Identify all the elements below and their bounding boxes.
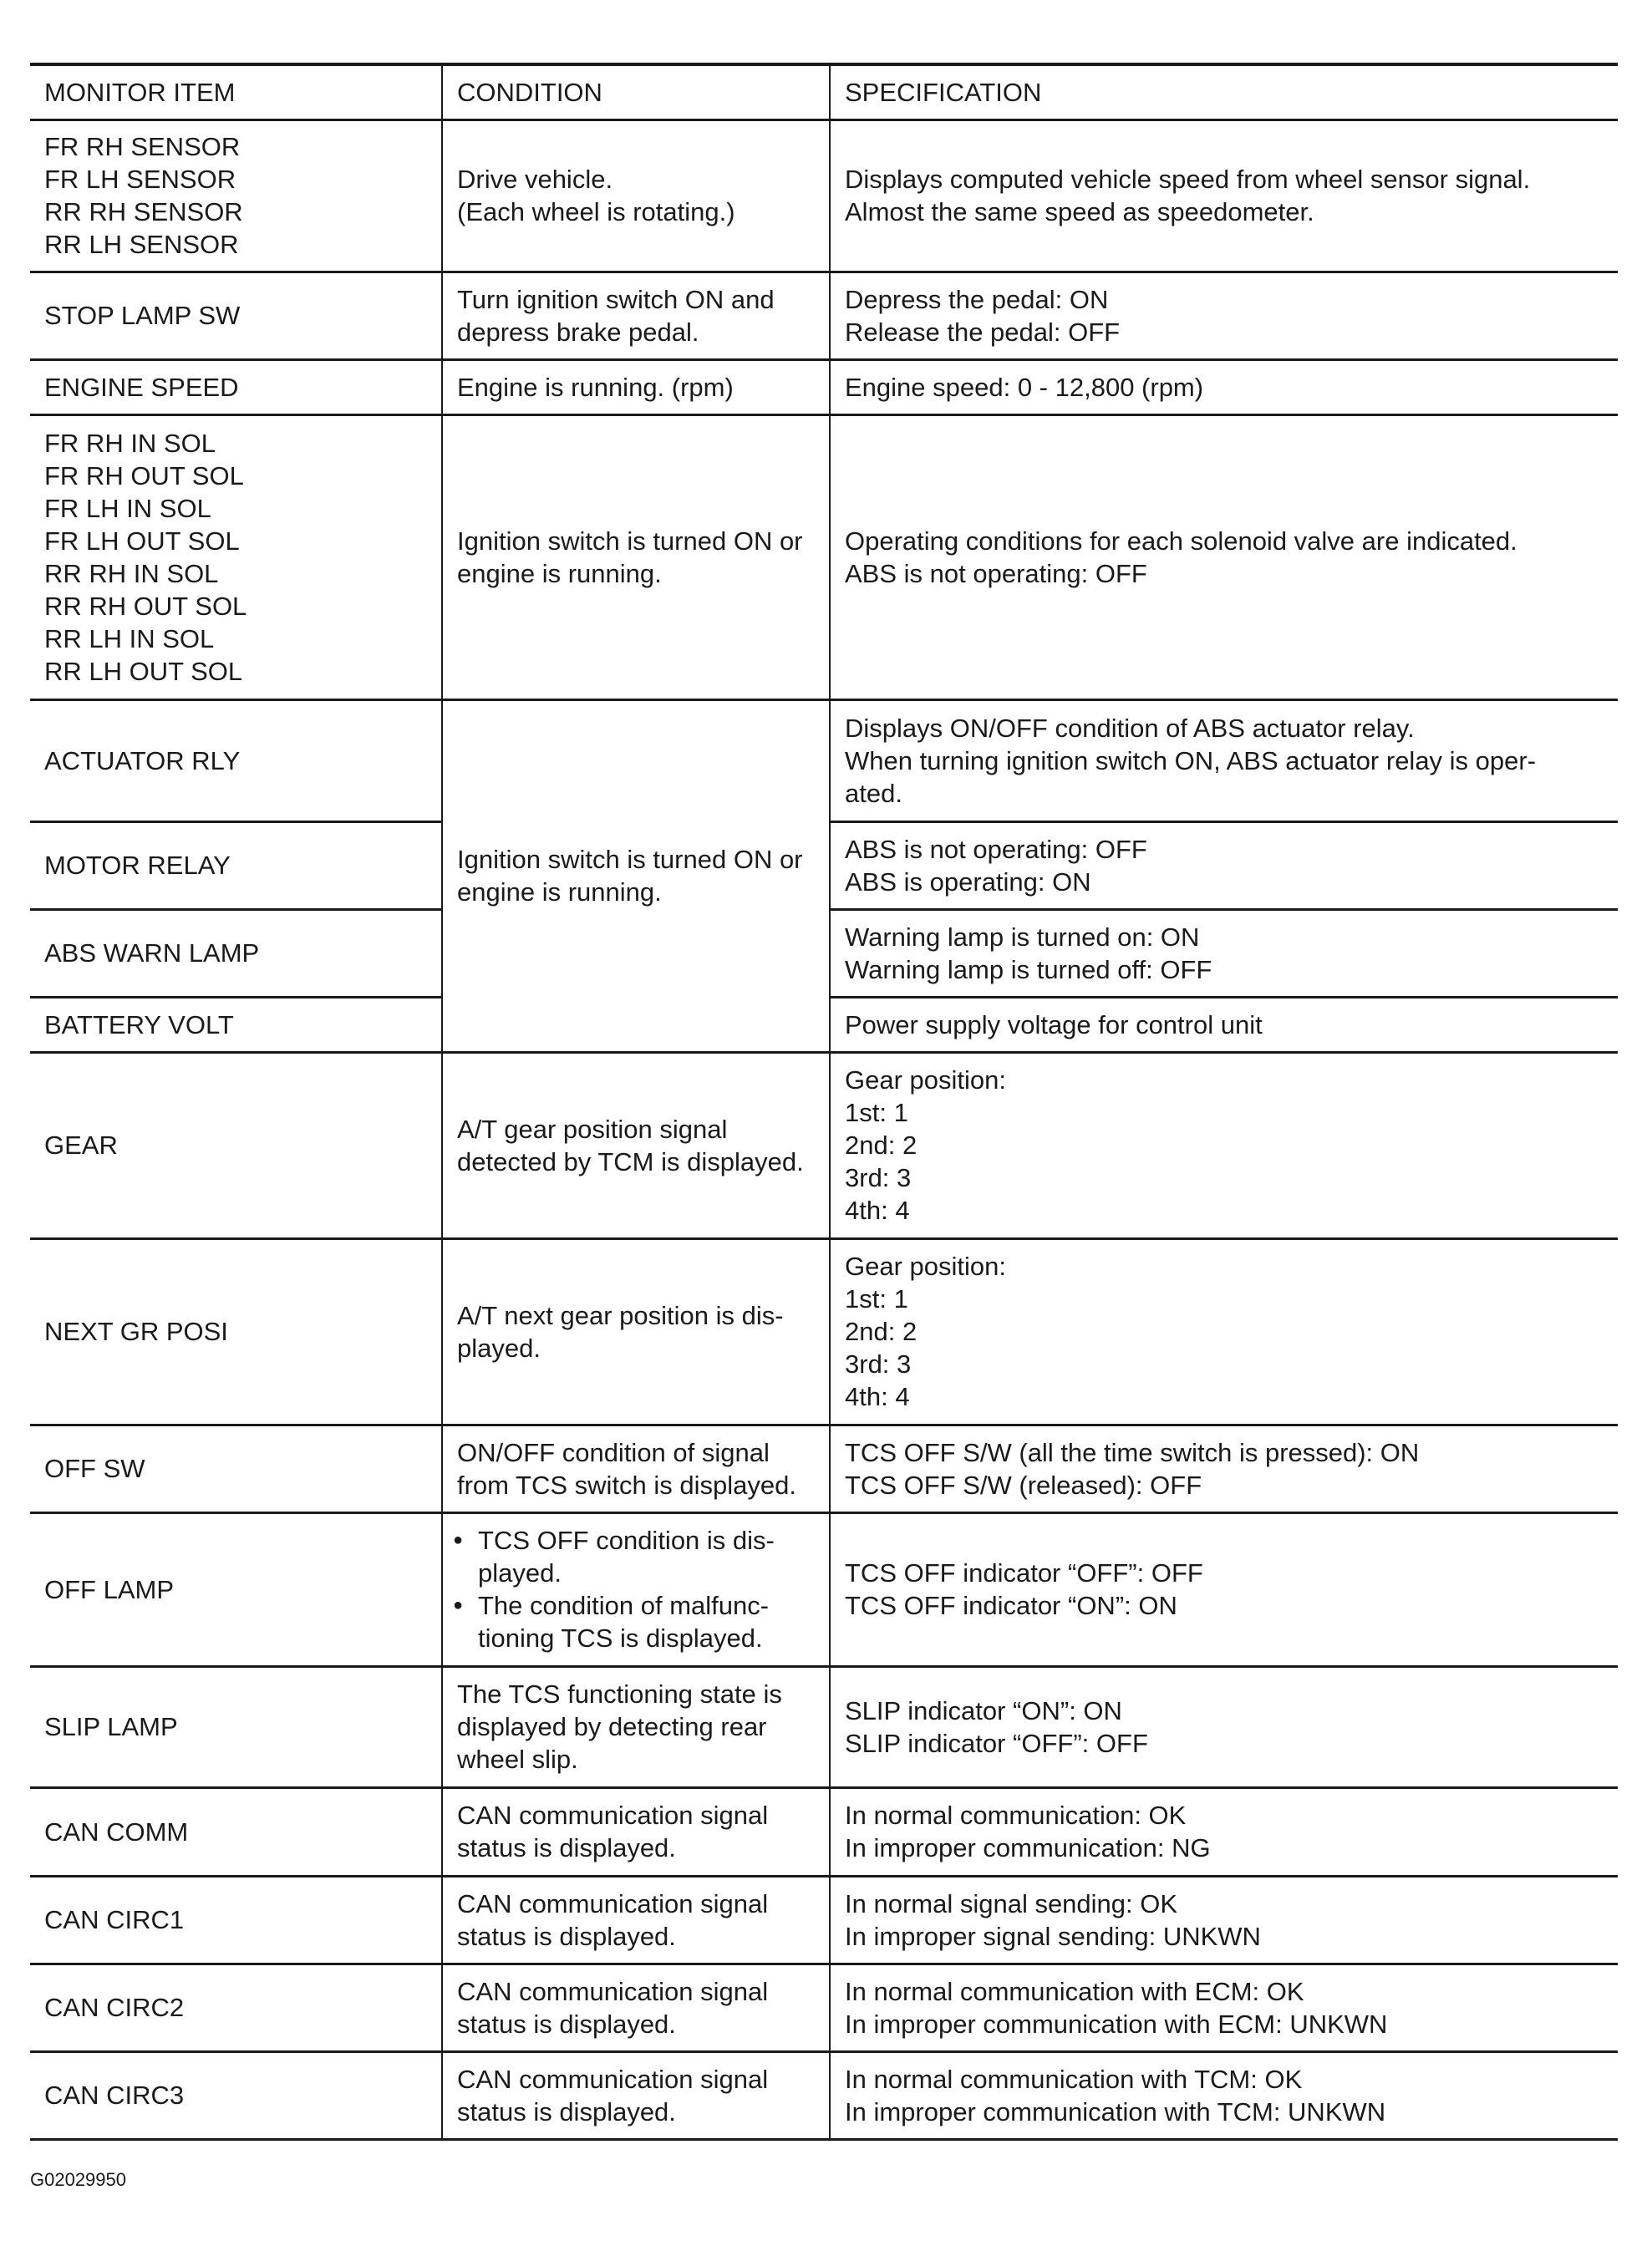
table-row bbox=[30, 1964, 1618, 2051]
condition-cell bbox=[442, 1052, 830, 1238]
specification-cell bbox=[830, 1876, 1618, 1964]
specification-cell bbox=[830, 119, 1618, 272]
condition-cell bbox=[442, 699, 830, 1052]
table-row bbox=[30, 1787, 1618, 1876]
spec-line: ABS is not operating: OFF bbox=[845, 558, 1147, 588]
monitor-item: MOTOR RELAY bbox=[30, 821, 442, 909]
monitor-item: BATTERY VOLT bbox=[30, 997, 442, 1052]
specification-cell bbox=[830, 2051, 1618, 2139]
spec-line: SLIP indicator “ON”: ON bbox=[845, 1695, 1122, 1725]
condition-line: A/T next gear position is dis- bbox=[457, 1300, 784, 1330]
table-row bbox=[30, 699, 1618, 821]
specification-cell: Engine speed: 0 - 12,800 (rpm) bbox=[830, 359, 1618, 414]
specification-cell: Power supply voltage for control unit bbox=[830, 997, 1618, 1052]
monitor-item: SLIP LAMP bbox=[30, 1666, 442, 1787]
condition-cell bbox=[442, 414, 830, 699]
condition-cell bbox=[442, 272, 830, 359]
spec-line: 3rd: 3 bbox=[845, 1349, 912, 1379]
header-monitor-item: MONITOR ITEM bbox=[30, 64, 442, 119]
spec-line: TCS OFF indicator “OFF”: OFF bbox=[845, 1558, 1203, 1588]
spec-line: Almost the same speed as speedometer. bbox=[845, 197, 1314, 226]
specification-cell bbox=[830, 1052, 1618, 1238]
spec-line: Displays computed vehicle speed from wheel sensor signal. bbox=[845, 165, 1531, 194]
spec-line: Release the pedal: OFF bbox=[845, 317, 1121, 347]
monitor-item-table bbox=[30, 63, 1618, 2141]
specification-cell bbox=[830, 1666, 1618, 1787]
condition-cell bbox=[442, 1876, 830, 1964]
condition-line: Ignition switch is turned ON or bbox=[457, 845, 803, 874]
spec-line: TCS OFF S/W (released): OFF bbox=[845, 1470, 1202, 1500]
table-header-row bbox=[30, 64, 1618, 119]
specification-cell bbox=[830, 414, 1618, 699]
spec-line: TCS OFF S/W (all the time switch is pressed): ON bbox=[845, 1437, 1420, 1467]
specification-cell bbox=[830, 272, 1618, 359]
spec-line: When turning ignition switch ON, ABS actuator relay is oper- bbox=[845, 745, 1537, 775]
spec-line: ated. bbox=[845, 778, 902, 808]
condition-line: A/T gear position signal bbox=[457, 1114, 728, 1144]
condition-cell bbox=[442, 1238, 830, 1425]
monitor-item: ACTUATOR RLY bbox=[30, 699, 442, 821]
spec-line: In improper communication with ECM: UNKWN bbox=[845, 2009, 1388, 2039]
monitor-item: GEAR bbox=[30, 1052, 442, 1238]
condition-line: CAN communication signal bbox=[457, 1976, 769, 2006]
specification-cell bbox=[830, 1238, 1618, 1425]
monitor-item: RR LH OUT SOL bbox=[44, 656, 243, 686]
spec-line: 3rd: 3 bbox=[845, 1163, 912, 1192]
bullet-item bbox=[451, 1589, 829, 1654]
condition-line: status is displayed. bbox=[457, 1833, 676, 1862]
table-row bbox=[30, 1666, 1618, 1787]
condition-cell bbox=[442, 1787, 830, 1876]
spec-line: 2nd: 2 bbox=[845, 1317, 917, 1346]
condition-line: (Each wheel is rotating.) bbox=[457, 197, 735, 226]
spec-line: Warning lamp is turned off: OFF bbox=[845, 954, 1212, 984]
table-row bbox=[30, 2051, 1618, 2139]
condition-line: ● The condition of malfunc- bbox=[478, 1591, 770, 1620]
spec-line: Depress the pedal: ON bbox=[845, 284, 1109, 314]
condition-line: engine is running. bbox=[457, 558, 662, 588]
monitor-item: FR LH OUT SOL bbox=[44, 526, 240, 556]
monitor-item: STOP LAMP SW bbox=[30, 272, 442, 359]
spec-line: In improper communication with TCM: UNKWN bbox=[845, 2096, 1386, 2127]
condition-line: status is displayed. bbox=[457, 1921, 676, 1951]
condition-cell bbox=[442, 1425, 830, 1512]
monitor-item: FR LH IN SOL bbox=[44, 493, 211, 523]
bullet-item bbox=[451, 1524, 829, 1589]
monitor-item: RR RH OUT SOL bbox=[44, 591, 247, 621]
monitor-item: RR LH SENSOR bbox=[44, 230, 239, 259]
table-row bbox=[30, 1052, 1618, 1238]
monitor-item-cell bbox=[30, 414, 442, 699]
condition-line: ● TCS OFF condition is dis- bbox=[478, 1526, 775, 1555]
spec-line: 4th: 4 bbox=[845, 1196, 910, 1225]
spec-line: ABS is operating: ON bbox=[845, 866, 1091, 897]
condition-line: from TCS switch is displayed. bbox=[457, 1470, 796, 1500]
table-row bbox=[30, 414, 1618, 699]
condition-line: engine is running. bbox=[457, 877, 662, 907]
figure-code: G02029950 bbox=[30, 2169, 126, 2190]
table-row bbox=[30, 1876, 1618, 1964]
header-condition: CONDITION bbox=[442, 64, 830, 119]
monitor-item: ENGINE SPEED bbox=[30, 359, 442, 414]
condition-cell bbox=[442, 1964, 830, 2051]
condition-cell bbox=[442, 2051, 830, 2139]
specification-cell bbox=[830, 909, 1618, 997]
spec-line: SLIP indicator “OFF”: OFF bbox=[845, 1728, 1148, 1758]
spec-line: In improper communication: NG bbox=[845, 1833, 1211, 1862]
spec-line: Warning lamp is turned on: ON bbox=[845, 922, 1200, 952]
spec-line: In normal communication with TCM: OK bbox=[845, 2064, 1303, 2094]
table-row bbox=[30, 359, 1618, 414]
monitor-item: RR LH IN SOL bbox=[44, 623, 215, 653]
table-row bbox=[30, 119, 1618, 272]
monitor-item: CAN CIRC2 bbox=[30, 1964, 442, 2051]
monitor-item: ABS WARN LAMP bbox=[30, 909, 442, 997]
table-row bbox=[30, 272, 1618, 359]
table-row bbox=[30, 1512, 1618, 1666]
specification-cell bbox=[830, 1425, 1618, 1512]
spec-line: ABS is not operating: OFF bbox=[845, 834, 1147, 864]
monitor-item: CAN CIRC1 bbox=[30, 1876, 442, 1964]
spec-line: TCS OFF indicator “ON”: ON bbox=[845, 1591, 1177, 1620]
spec-line: Operating conditions for each solenoid valve are indicated. bbox=[845, 526, 1517, 556]
specification-cell bbox=[830, 1964, 1618, 2051]
monitor-item: CAN COMM bbox=[30, 1787, 442, 1876]
monitor-item: FR RH IN SOL bbox=[44, 428, 216, 458]
condition-line: tioning TCS is displayed. bbox=[478, 1623, 763, 1653]
monitor-item: FR LH SENSOR bbox=[44, 165, 236, 194]
spec-line: Displays ON/OFF condition of ABS actuator relay. bbox=[845, 713, 1415, 743]
condition-line: CAN communication signal bbox=[457, 2064, 769, 2094]
condition-cell bbox=[442, 119, 830, 272]
monitor-item: RR RH IN SOL bbox=[44, 558, 219, 588]
monitor-item: FR RH SENSOR bbox=[44, 132, 241, 161]
condition-line: played. bbox=[457, 1333, 541, 1363]
condition-line: CAN communication signal bbox=[457, 1801, 769, 1830]
table-row bbox=[30, 1238, 1618, 1425]
condition-line: wheel slip. bbox=[457, 1745, 578, 1774]
condition-line: ON/OFF condition of signal bbox=[457, 1437, 770, 1467]
monitor-item: CAN CIRC3 bbox=[30, 2051, 442, 2139]
condition-line: detected by TCM is displayed. bbox=[457, 1146, 804, 1176]
monitor-item: OFF SW bbox=[30, 1425, 442, 1512]
condition-line: Drive vehicle. bbox=[457, 165, 613, 194]
spec-line: In improper signal sending: UNKWN bbox=[845, 1921, 1261, 1951]
spec-line: 2nd: 2 bbox=[845, 1131, 917, 1160]
condition-line: CAN communication signal bbox=[457, 1888, 769, 1918]
condition-line: Turn ignition switch ON and bbox=[457, 284, 775, 314]
table-row bbox=[30, 1425, 1618, 1512]
header-specification: SPECIFICATION bbox=[830, 64, 1618, 119]
spec-line: 1st: 1 bbox=[845, 1284, 908, 1314]
spec-line: 4th: 4 bbox=[845, 1382, 910, 1411]
condition-line: depress brake pedal. bbox=[457, 317, 699, 347]
monitor-item-cell bbox=[30, 119, 442, 272]
condition-cell: Engine is running. (rpm) bbox=[442, 359, 830, 414]
condition-cell bbox=[442, 1666, 830, 1787]
monitor-item: OFF LAMP bbox=[30, 1512, 442, 1666]
spec-line: 1st: 1 bbox=[845, 1098, 908, 1127]
spec-line: Gear position: bbox=[845, 1065, 1006, 1095]
condition-line: status is displayed. bbox=[457, 2096, 676, 2127]
spec-line: In normal signal sending: OK bbox=[845, 1888, 1178, 1918]
spec-line: Gear position: bbox=[845, 1252, 1006, 1281]
spec-line: In normal communication: OK bbox=[845, 1801, 1187, 1830]
monitor-item: FR RH OUT SOL bbox=[44, 460, 244, 490]
condition-line: Ignition switch is turned ON or bbox=[457, 526, 803, 556]
condition-line: played. bbox=[478, 1558, 562, 1588]
condition-cell bbox=[442, 1512, 830, 1666]
specification-cell bbox=[830, 699, 1618, 821]
specification-cell bbox=[830, 821, 1618, 909]
specification-cell bbox=[830, 1787, 1618, 1876]
condition-line: displayed by detecting rear bbox=[457, 1712, 767, 1741]
specification-cell bbox=[830, 1512, 1618, 1666]
spec-line: In normal communication with ECM: OK bbox=[845, 1976, 1304, 2006]
monitor-item: NEXT GR POSI bbox=[30, 1238, 442, 1425]
condition-line: The TCS functioning state is bbox=[457, 1679, 782, 1709]
condition-line: status is displayed. bbox=[457, 2009, 676, 2039]
monitor-item: RR RH SENSOR bbox=[44, 197, 243, 226]
